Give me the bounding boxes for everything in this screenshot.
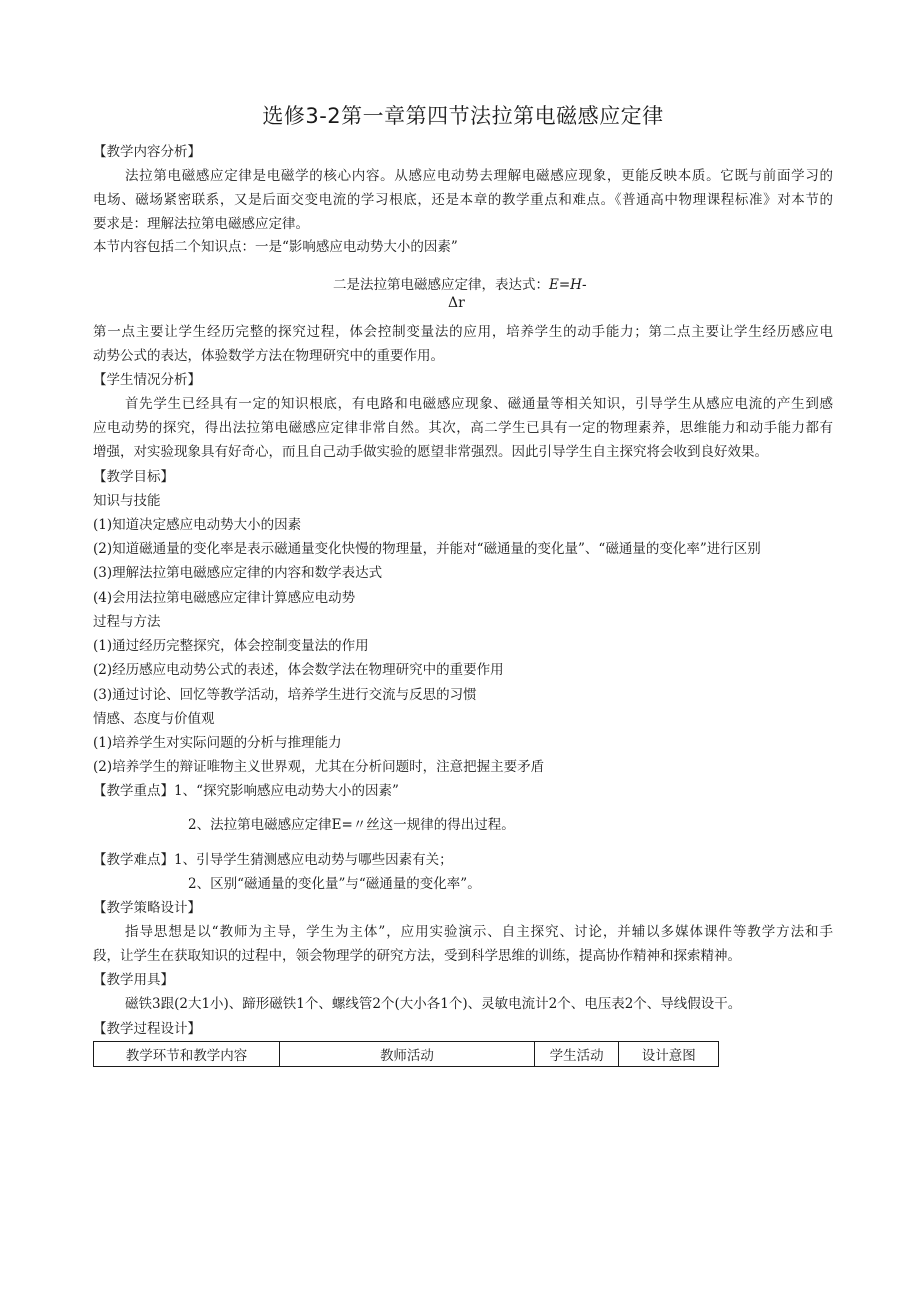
content-paragraph-line: 第一点主要让学生经历完整的探究过程，体会控制变量法的应用，培养学生的动手能力；第二点主要让学生经历感应电 <box>93 324 833 340</box>
strategy-paragraph-line: 段，让学生在获取知识的过程中，领会物理学的研究方法，受到科学思维的训练，提高协作精神和探索精神。 <box>93 948 741 964</box>
tools-paragraph: 磁铁3跟(2大1小)、蹄形磁铁1个、螺线管2个(大小各1个)、灵敏电流计2个、电压表2个、导线假设干。 <box>125 996 742 1012</box>
page-title: 选修3-2第一章第四节法拉第电磁感应定律 <box>262 104 664 128</box>
table-header-row <box>94 1042 719 1067</box>
difficulty-item: 2、区别“磁通量的变化量”与“磁通量的变化率”。 <box>188 876 481 892</box>
formula-numerator: E=H- <box>549 277 587 293</box>
section-heading-goals: 【教学目标】 <box>93 469 174 485</box>
students-paragraph-line: 首先学生已经具有一定的知识根底，有电路和电磁感应现象、磁通量等相关知识，引导学生从感应电流的产生到感 <box>125 396 833 412</box>
content-paragraph-line: 法拉第电磁感应定律是电磁学的核心内容。从感应电动势去理解电磁感应现象，更能反映本质。它既与前面学习的 <box>125 168 833 184</box>
goal-item: (3)通过讨论、回忆等教学活动，培养学生进行交流与反思的习惯 <box>93 687 477 703</box>
section-heading-strategy: 【教学策略设计】 <box>93 900 201 916</box>
content-paragraph-line: 本节内容包括二个知识点：一是“影响感应电动势大小的因素” <box>93 239 458 255</box>
goal-item: (2)知道磁通量的变化率是表示磁通量变化快慢的物理量，并能对“磁通量的变化量”、“磁通量的变化率”进行区别 <box>93 541 761 557</box>
goal-subheading: 情感、态度与价值观 <box>93 711 215 727</box>
goal-item: (1)通过经历完整探究，体会控制变量法的作用 <box>93 638 369 654</box>
goal-item: (4)会用法拉第电磁感应定律计算感应电动势 <box>93 590 356 606</box>
table-header-cell: 学生活动 <box>534 1042 619 1067</box>
formula-line <box>333 275 587 295</box>
content-paragraph-line: 电场、磁场紧密联系，又是后面交变电流的学习根底，还是本章的教学重点和难点。《普通高中物理课程标准》对本节的 <box>93 192 833 208</box>
key-point-item: 2、法拉第电磁感应定律E=〃丝这一规律的得出过程。 <box>188 817 515 833</box>
difficulties-heading: 【教学难点】1、引导学生猜测感应电动势与哪些因素有关； <box>93 852 453 868</box>
formula-intro: 二是法拉第电磁感应定律，表达式： <box>333 277 549 293</box>
section-heading-content: 【教学内容分析】 <box>93 144 201 160</box>
goal-item: (2)培养学生的辩证唯物主义世界观，尤其在分析问题时，注意把握主要矛盾 <box>93 759 545 775</box>
table-header-cell: 教师活动 <box>280 1042 535 1067</box>
goal-item: (1)知道决定感应电动势大小的因素 <box>93 517 302 533</box>
goal-item: (2)经历感应电动势公式的表述，体会数学法在物理研究中的重要作用 <box>93 662 504 678</box>
section-heading-tools: 【教学用具】 <box>93 972 174 988</box>
goal-subheading: 知识与技能 <box>93 493 161 509</box>
strategy-paragraph-line: 指导思想是以“教师为主导，学生为主体”，应用实验演示、自主探究、讨论，并辅以多媒体课件等教学方法和手 <box>125 924 833 940</box>
section-heading-process: 【教学过程设计】 <box>93 1021 201 1037</box>
formula-denominator: Δr <box>448 295 465 311</box>
students-paragraph-line: 增强，对实验现象具有好奇心，而且自己动手做实验的愿望非常强烈。因此引导学生自主探究将会收到良好效果。 <box>93 444 768 460</box>
table-header-cell: 设计意图 <box>619 1042 719 1067</box>
content-paragraph-line: 动势公式的表达，体验数学方法在物理研究中的重要作用。 <box>93 348 444 364</box>
key-points-heading: 【教学重点】1、“探究影响感应电动势大小的因素” <box>93 783 399 799</box>
table-header-cell: 教学环节和教学内容 <box>94 1042 280 1067</box>
goal-item: (1)培养学生对实际问题的分析与推理能力 <box>93 735 342 751</box>
students-paragraph-line: 应电动势的探究，得出法拉第电磁感应定律非常自然。其次，高二学生已具有一定的物理素养，思维能力和动手能力都有 <box>93 420 833 436</box>
section-heading-students: 【学生情况分析】 <box>93 372 201 388</box>
goal-subheading: 过程与方法 <box>93 614 161 630</box>
process-table <box>93 1041 719 1067</box>
goal-item: (3)理解法拉第电磁感应定律的内容和数学表达式 <box>93 565 383 581</box>
content-paragraph-line: 要求是：理解法拉第电磁感应定律。 <box>93 216 309 232</box>
